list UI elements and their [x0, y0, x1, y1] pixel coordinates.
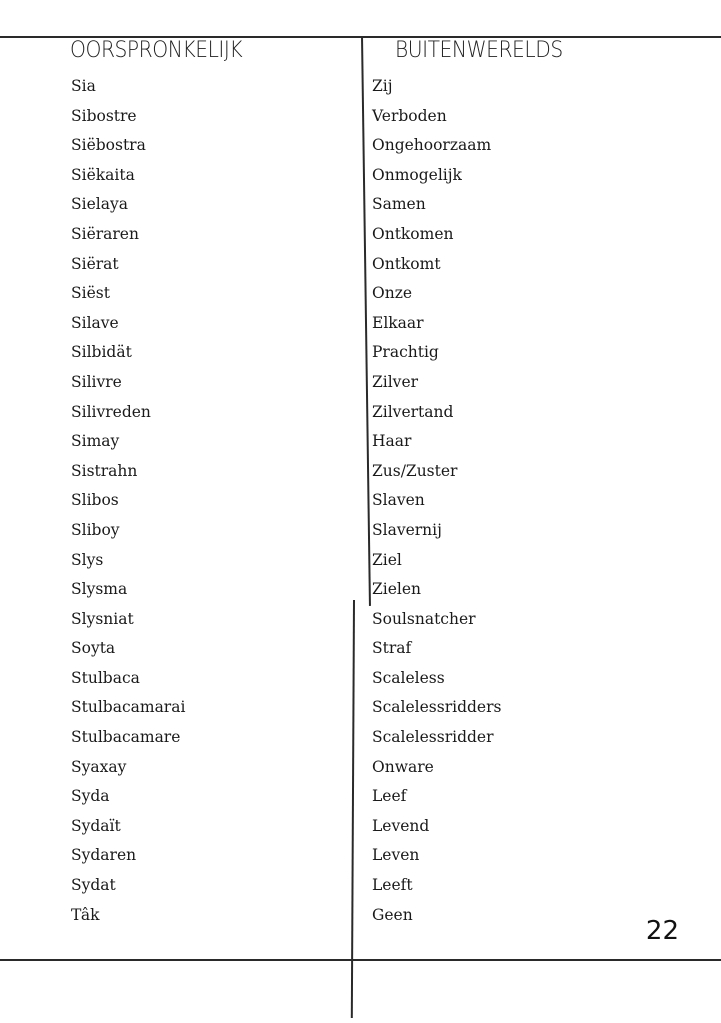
original-word: Slibos: [71, 491, 119, 510]
translation-word: Levend: [372, 816, 430, 835]
translation-word: Scalelessridders: [372, 698, 502, 717]
translation-word: Zilver: [372, 372, 419, 391]
original-word: Silbidät: [71, 343, 132, 362]
translation-word: Zilvertand: [372, 402, 454, 421]
original-word: Syda: [71, 787, 110, 806]
translation-word: Leef: [372, 787, 407, 806]
translation-word: Ontkomen: [372, 224, 454, 243]
original-word: Stulbaca: [71, 668, 140, 687]
original-word: Simay: [71, 432, 120, 451]
bottom-rule: [0, 959, 721, 961]
translation-word: Ziel: [372, 550, 402, 569]
translation-word: Zielen: [372, 580, 422, 599]
original-word: Sielaya: [71, 195, 128, 214]
translation-word: Prachtig: [372, 343, 439, 362]
original-word: Siëbostra: [71, 136, 146, 155]
original-word: Slys: [71, 550, 104, 569]
original-word: Silivreden: [71, 402, 151, 421]
original-word: Silivre: [71, 372, 122, 391]
translation-word: Haar: [372, 432, 412, 451]
original-word: Silave: [71, 313, 119, 332]
translation-word: Samen: [372, 195, 426, 214]
translation-word: Soulsnatcher: [372, 609, 476, 628]
original-word: Siërat: [71, 254, 119, 273]
original-word: Sydat: [71, 876, 116, 895]
translation-word: Geen: [372, 905, 413, 924]
original-word: Sydaren: [71, 846, 137, 865]
translation-word: Leeft: [372, 876, 413, 895]
translation-word: Straf: [372, 639, 412, 658]
translation-word: Elkaar: [372, 313, 424, 332]
translation-word: Zij: [372, 77, 393, 95]
original-word: Soyta: [71, 639, 116, 658]
original-word-list: [71, 74, 185, 932]
translation-word: Onmogelijk: [372, 165, 462, 184]
original-word: Sydaït: [71, 816, 121, 835]
header-translation: BUITENWERELDS: [395, 38, 563, 63]
translation-word: Slaven: [372, 491, 425, 510]
translation-word: Onze: [372, 284, 413, 303]
original-word: Slysma: [71, 580, 128, 599]
page-number: 22: [645, 916, 679, 946]
column-divider: [361, 36, 370, 606]
translation-word: Slavernij: [372, 520, 442, 539]
translation-word: Verboden: [372, 106, 447, 125]
original-word: Tâk: [71, 905, 100, 924]
translation-word: Ongehoorzaam: [372, 136, 492, 155]
translation-word: Scalelessridder: [372, 728, 494, 747]
original-word: Siëraren: [71, 224, 139, 243]
original-word: Slysniat: [71, 609, 134, 628]
translation-word-list: [372, 74, 501, 932]
translation-word: Zus/Zuster: [372, 461, 458, 480]
original-word: Siëkaita: [71, 165, 135, 184]
translation-word: Ontkomt: [372, 254, 441, 273]
original-word: Siëst: [71, 284, 110, 303]
original-word: Stulbacamarai: [71, 698, 186, 717]
original-word: Stulbacamare: [71, 728, 181, 747]
original-word: Sibostre: [71, 106, 137, 125]
original-word: Sliboy: [71, 520, 120, 539]
header-original: OORSPRONKELIJK: [70, 38, 243, 63]
original-word: Sia: [71, 77, 96, 95]
translation-word: Onware: [372, 757, 434, 776]
translation-word: Scaleless: [372, 668, 445, 687]
original-word: Syaxay: [71, 757, 127, 776]
translation-word: Leven: [372, 846, 420, 865]
original-word: Sistrahn: [71, 461, 138, 480]
column-divider-lower: [351, 600, 355, 1018]
